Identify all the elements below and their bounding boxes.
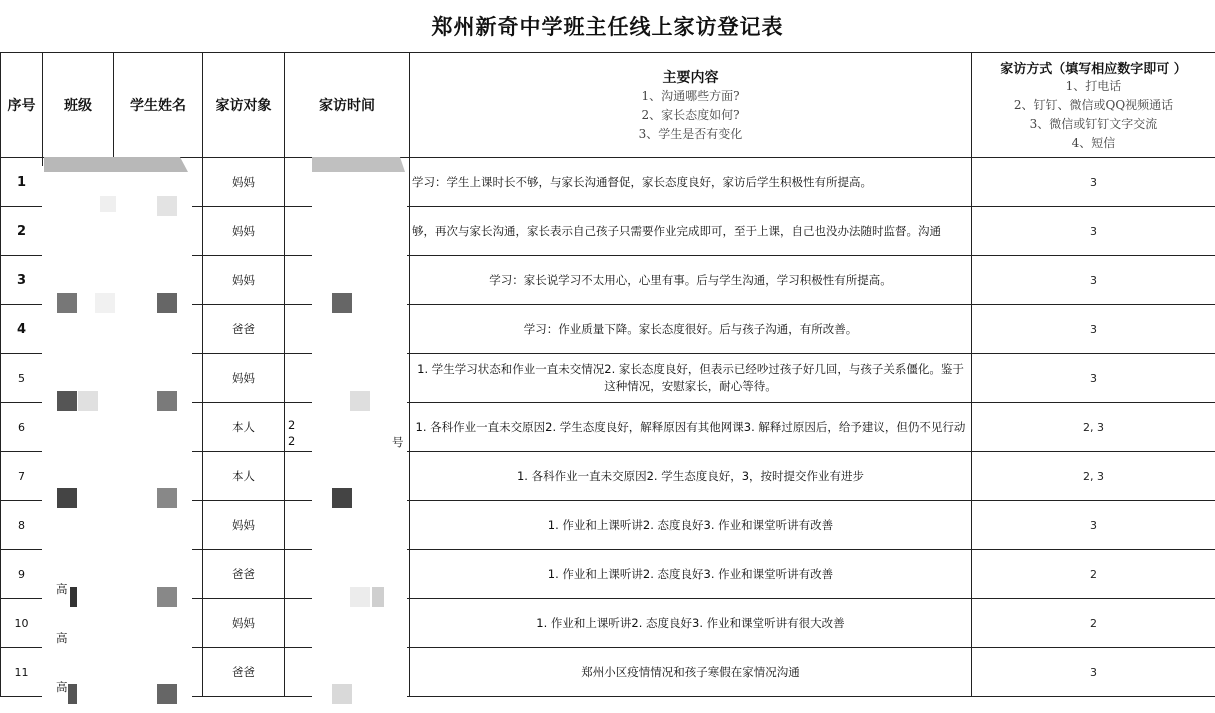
method-option: 4、短信	[1071, 135, 1116, 150]
row-index: 11	[1, 648, 43, 697]
content-cell: 学习：学生上课时长不够，与家长沟通督促，家长态度良好，家访后学生积极性有所提高。	[410, 158, 972, 207]
row-index: 7	[1, 452, 43, 501]
content-cell: 1. 作业和上课听讲2. 态度良好3. 作业和课堂听讲有改善	[410, 550, 972, 599]
content-cell: 学习：作业质量下降。家长态度很好。后与孩子沟通，有所改善。	[410, 305, 972, 354]
row-index: 1	[1, 158, 43, 207]
class-fragment: 高	[56, 582, 68, 596]
header-time: 家访时间	[285, 53, 410, 158]
content-option: 3、学生是否有变化	[638, 126, 743, 141]
target-cell: 妈妈	[203, 354, 285, 403]
row-index: 9	[1, 550, 43, 599]
row-index: 8	[1, 501, 43, 550]
row-index: 5	[1, 354, 43, 403]
method-cell: 3	[972, 648, 1215, 697]
method-cell: 3	[972, 501, 1215, 550]
row-index: 2	[1, 207, 43, 256]
target-cell: 爸爸	[203, 305, 285, 354]
content-cell: 1. 作业和上课听讲2. 态度良好3. 作业和课堂听讲有很大改善	[410, 599, 972, 648]
target-cell: 妈妈	[203, 599, 285, 648]
content-cell: 1. 各科作业一直未交原因2. 学生态度良好，解释原因有其他网课3. 解释过原因后，给予建议，但仍不见行动	[410, 403, 972, 452]
method-cell: 3	[972, 207, 1215, 256]
method-option: 3、微信或钉钉文字交流	[1029, 116, 1158, 131]
content-cell: 学习：家长说学习不太用心，心里有事。后与学生沟通，学习积极性有所提高。	[410, 256, 972, 305]
target-cell: 爸爸	[203, 648, 285, 697]
header-content	[410, 53, 972, 158]
content-option: 2、家长态度如何?	[641, 107, 740, 122]
content-cell: 1. 学生学习状态和作业一直未交情况2. 家长态度良好，但表示已经吵过孩子好几回，与孩子关系僵化。鉴于这种情况，安慰家长，耐心等待。	[410, 354, 972, 403]
method-cell: 3	[972, 305, 1215, 354]
target-cell: 爸爸	[203, 550, 285, 599]
header-class: 班级	[43, 53, 114, 158]
method-cell: 3	[972, 256, 1215, 305]
header-row	[1, 53, 1215, 158]
content-title: 主要内容	[662, 69, 719, 86]
target-cell: 妈妈	[203, 207, 285, 256]
header-student: 学生姓名	[114, 53, 203, 158]
target-cell: 本人	[203, 403, 285, 452]
content-cell: 够，再次与家长沟通，家长表示自己孩子只需要作业完成即可，至于上课，自己也没办法随时监督。沟通	[410, 207, 972, 256]
header-target: 家访对象	[203, 53, 285, 158]
row-index: 6	[1, 403, 43, 452]
target-cell: 妈妈	[203, 256, 285, 305]
method-cell: 2	[972, 550, 1215, 599]
method-cell: 3	[972, 354, 1215, 403]
class-fragment: 高	[56, 631, 68, 645]
target-cell: 妈妈	[203, 501, 285, 550]
content-option: 1、沟通哪些方面?	[641, 88, 740, 103]
method-title: 家访方式（填写相应数字即可 ）	[1000, 61, 1187, 77]
page-title: 郑州新奇中学班主任线上家访登记表	[431, 14, 784, 39]
method-option: 2、钉钉、微信或QQ视频通话	[1013, 97, 1174, 112]
method-cell: 3	[972, 158, 1215, 207]
method-cell: 2	[972, 599, 1215, 648]
time-fragment: 号	[392, 435, 404, 449]
method-cell: 2, 3	[972, 403, 1215, 452]
content-cell: 1. 作业和上课听讲2. 态度良好3. 作业和课堂听讲有改善	[410, 501, 972, 550]
header-index: 序号	[1, 53, 43, 158]
row-index: 4	[1, 305, 43, 354]
content-cell: 1. 各科作业一直未交原因2. 学生态度良好，3，按时提交作业有进步	[410, 452, 972, 501]
content-cell: 郑州小区疫情情况和孩子寒假在家情况沟通	[410, 648, 972, 697]
time-fragment: 2	[288, 434, 296, 448]
time-fragment: 2	[288, 418, 296, 432]
method-cell: 2, 3	[972, 452, 1215, 501]
header-method	[972, 53, 1215, 158]
target-cell: 妈妈	[203, 158, 285, 207]
target-cell: 本人	[203, 452, 285, 501]
class-fragment: 高	[56, 680, 68, 694]
row-index: 3	[1, 256, 43, 305]
method-option: 1、打电话	[1065, 78, 1122, 93]
row-index: 10	[1, 599, 43, 648]
